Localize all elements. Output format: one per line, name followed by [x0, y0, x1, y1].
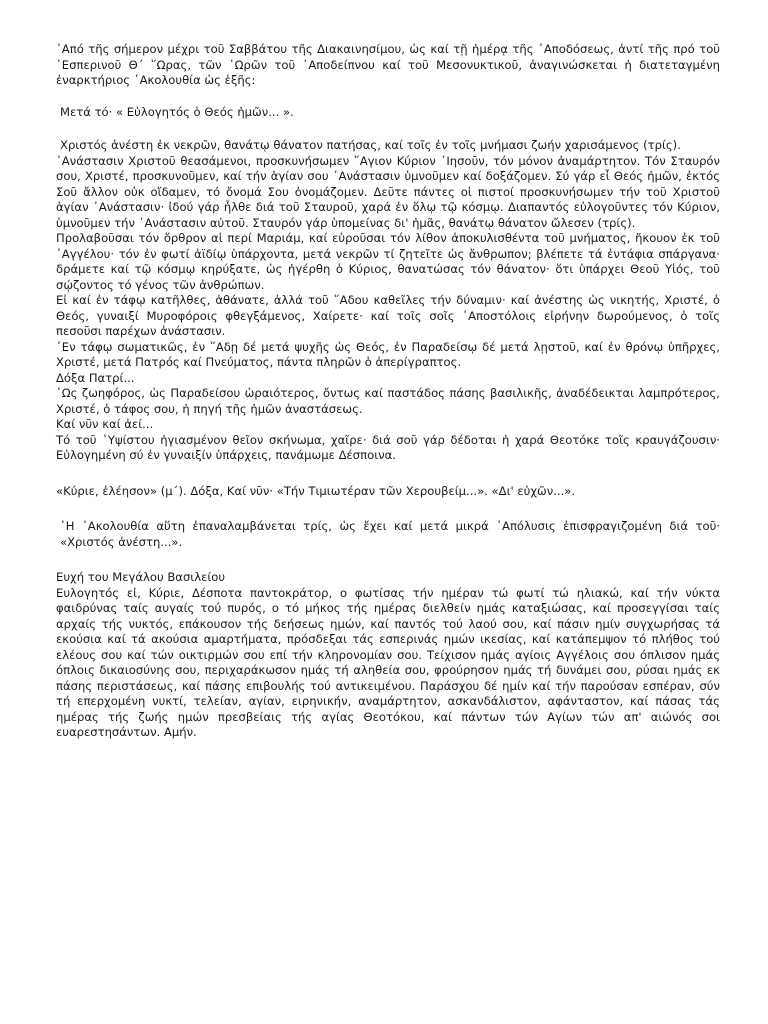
ei-kai-en-tafo-paragraph: Εἰ καί ἐν τάφῳ κατῆλθες, ἀθάνατε, ἀλλά τοῦ ῞Αδου καθεῖλες τήν δύναμιν· καί ἀνέστης ὡς νικητής, Χριστέ, ὁ Θεός, γυναιξί Μυροφόροις φθεγξάμενος, Χαίρετε· καί τοῖς σοῖς ᾿Αποστόλοις εἰρήνην δωρούμενος, ὁ τοῖς πεσοῦσι παρέχων ἀνάστασιν. — [56, 293, 720, 338]
to-tou-ypsistou-paragraph: Τό τοῦ ῾Υψίστου ἡγιασμένον θεῖον σκήνωμα, χαῖρε· διά σοῦ γάρ δέδοται ἡ χαρά Θεοτόκε τοῖς κραυγάζουσιν· Εὐλογημένη σύ ἐν γυναιξίν ὑπάρχεις, πανάμωμε Δέσποινα. — [56, 432, 720, 462]
kai-nyn-line: Καί νῦν καί ἀεί... — [56, 417, 154, 431]
prolavousai-paragraph: Προλαβοῦσαι τόν ὄρθρον αἱ περί Μαριάμ, καί εὑροῦσαι τόν λίθον ἀποκυλισθέντα τοῦ μνήματος, ἤκουον ἐκ τοῦ ᾿Αγγέλου· τόν ἐν φωτί ἀϊδίῳ ὑπάρχοντα, μετά νεκρῶν τί ζητεῖτε ὡς ἄνθρωπον; βλέπετε τά ἐντάφια σπάργανα· δράμετε καί τῷ κόσμῳ κηρύξατε, ὡς ἠγέρθη ὁ Κύριος, θανατώσας τόν θάνατον· ὅτι ὑπάρχει Θεοῦ Υἱός, τοῦ σῴζοντος τό γένος τῶν ἀνθρώπων. — [56, 231, 720, 292]
doxa-line: Δόξα Πατρί... — [56, 370, 135, 385]
kyrie-line: «Κύριε, ἐλέησον» (μ´). Δόξα, Καί νῦν· «Τήν Τιμιωτέραν τῶν Χερουβείμ...». «Δι' εὐχῶν...». — [56, 483, 576, 498]
os-zoiforos-paragraph: ῾Ως ζωηφόρος, ὡς Παραδείσου ὡραιότερος, ὄντως καί παστάδος πάσης βασιλικῆς, ἀναδέδεικται λαμπρότερος, Χριστέ, ὁ τάφος σου, ἡ πηγή τῆς ἡμῶν ἀναστάσεως. — [56, 386, 720, 416]
en-tafo-paragraph: ᾿Εν τάφῳ σωματικῶς, ἐν ῞Αδῃ δέ μετά ψυχῆς ὡς Θεός, ἐν Παραδείσῳ δέ μετά λῃστοῦ, καί ἐν θρόνῳ ὑπῆρχες, Χριστέ, μετά Πατρός καί Πνεύματος, πάντα πληρῶν ὁ ἀπερίγραπτος. — [56, 339, 720, 369]
document-page — [56, 42, 720, 741]
christos-anesti-paragraph: Χριστός ἀνέστη ἐκ νεκρῶν, θανάτῳ θάνατον πατήσας, καί τοῖς ἐν τοῖς μνήμασι ζωήν χαρισάμενος (τρίς). — [60, 138, 681, 152]
prayer-title: Ευχή του Μεγάλου Βασιλείου — [56, 570, 226, 584]
repeat-note-paragraph: ῾Η ᾿Ακολουθία αὕτη ἐπαναλαμβάνεται τρίς, ὡς ἔχει καί μετά μικρά ᾿Απόλυσις ἐπισφραγιζομένη διά τοῦ· «Χριστός ἀνέστη...». — [60, 519, 720, 549]
prayer-paragraph: Ευλογητός εἰ, Κύριε, Δέσποτα παντοκράτορ, ο φωτίσας τήν ημέραν τώ φωτί τώ ηλιακώ, καί τήν νύκτα φαιδρύνας ταίς αυγαίς τού πυρός, ο τό μήκος τής ημέρας διελθείν ημάς καταξιώσας, καί προσεγγίσαι ταίς αρχαίς τής νυκτός, επάκουσον τής δεήσεως ημών, καί παντός τού λαού σου, καί πάσιν ημίν συγχωρήσας τά εκούσια καί τά ακούσια αμαρτήματα, πρόσδεξαι τάς εσπερινάς ημών ικεσίας, καί κατάπεμψον τό πλήθος τού ελέους σου καί τών οικτιρμών σου επί τήν κληρονομίαν σου. Τείχισον ημάς αγίοις Αγγέλοις σου όπλισον ημάς όπλοις δικαιοσύνης σου, περιχαράκωσον ημάς τή αληθεία σου, φρούρησον ημάς τή δυνάμει σου, ρύσαι ημάς εκ πάσης περιστάσεως, καί πάσης επιβουλής τού αντικειμένου. Παράσχου δέ ημίν καί τήν παρούσαν εσπέραν, σύν τή επερχομένη νυκτί, τελείαν, αγίαν, ειρηνικήν, αναμάρτητον, ασκανδάλιστον, αφάνταστον, καί πάσας τάς ημέρας τής ζωής ημών πρεσβείαις τής αγίας Θεοτόκου, καί πάντων τών Αγίων τών απ' αιώνός σοι ευαρεστησάντων. Αμήν. — [56, 585, 720, 739]
intro-paragraph: ᾿Από τῆς σήμερον μέχρι τοῦ Σαββάτου τῆς Διακαινησίμου, ὡς καί τῇ ἡμέρᾳ τῆς ᾿Αποδόσεως, ἀντί τῆς πρό τοῦ ῾Εσπερινοῦ Θ´ ῞Ωρας, τῶν ῾Ωρῶν τοῦ ᾿Αποδείπνου καί τοῦ Μεσονυκτικοῦ, ἀναγινώσκεται ἡ διατεταγμένη ἐναρκτήριος ᾿Ακολουθία ὡς ἑξῆς: — [56, 42, 720, 87]
anastasin-paragraph: ᾿Ανάστασιν Χριστοῦ θεασάμενοι, προσκυνήσωμεν ῞Αγιον Κύριον ᾿Ιησοῦν, τόν μόνον ἀναμάρτητον. Τόν Σταυρόν σου, Χριστέ, προσκυνοῦμεν, καί τήν ἁγίαν σου ᾿Ανάστασιν ὑμνοῦμεν καί δοξάζομεν. Σύ γάρ εἶ Θεός ἡμῶν, ἐκτός Σοῦ ἄλλον οὐκ οἴδαμεν, τό ὄνομά Σου ὀνομάζομεν. Δεῦτε πάντες οἱ πιστοί προσκυνήσωμεν τήν τοῦ Χριστοῦ ἁγίαν ᾿Ανάστασιν· ἰδού γάρ ἦλθε διά τοῦ Σταυροῦ, χαρά ἐν ὅλῳ τῷ κόσμῳ. Διαπαντός εὐλογοῦντες τόν Κύριον, ὑμνοῦμεν τήν ᾿Ανάστασιν αὐτοῦ. Σταυρόν γάρ ὑπομείνας δι' ἡμᾶς, θανάτῳ θάνατον ὤλεσεν (τρίς). — [56, 153, 720, 230]
blessing-line: Μετά τό· « Εὐλογητός ὁ Θεός ἡμῶν... ». — [60, 104, 294, 119]
